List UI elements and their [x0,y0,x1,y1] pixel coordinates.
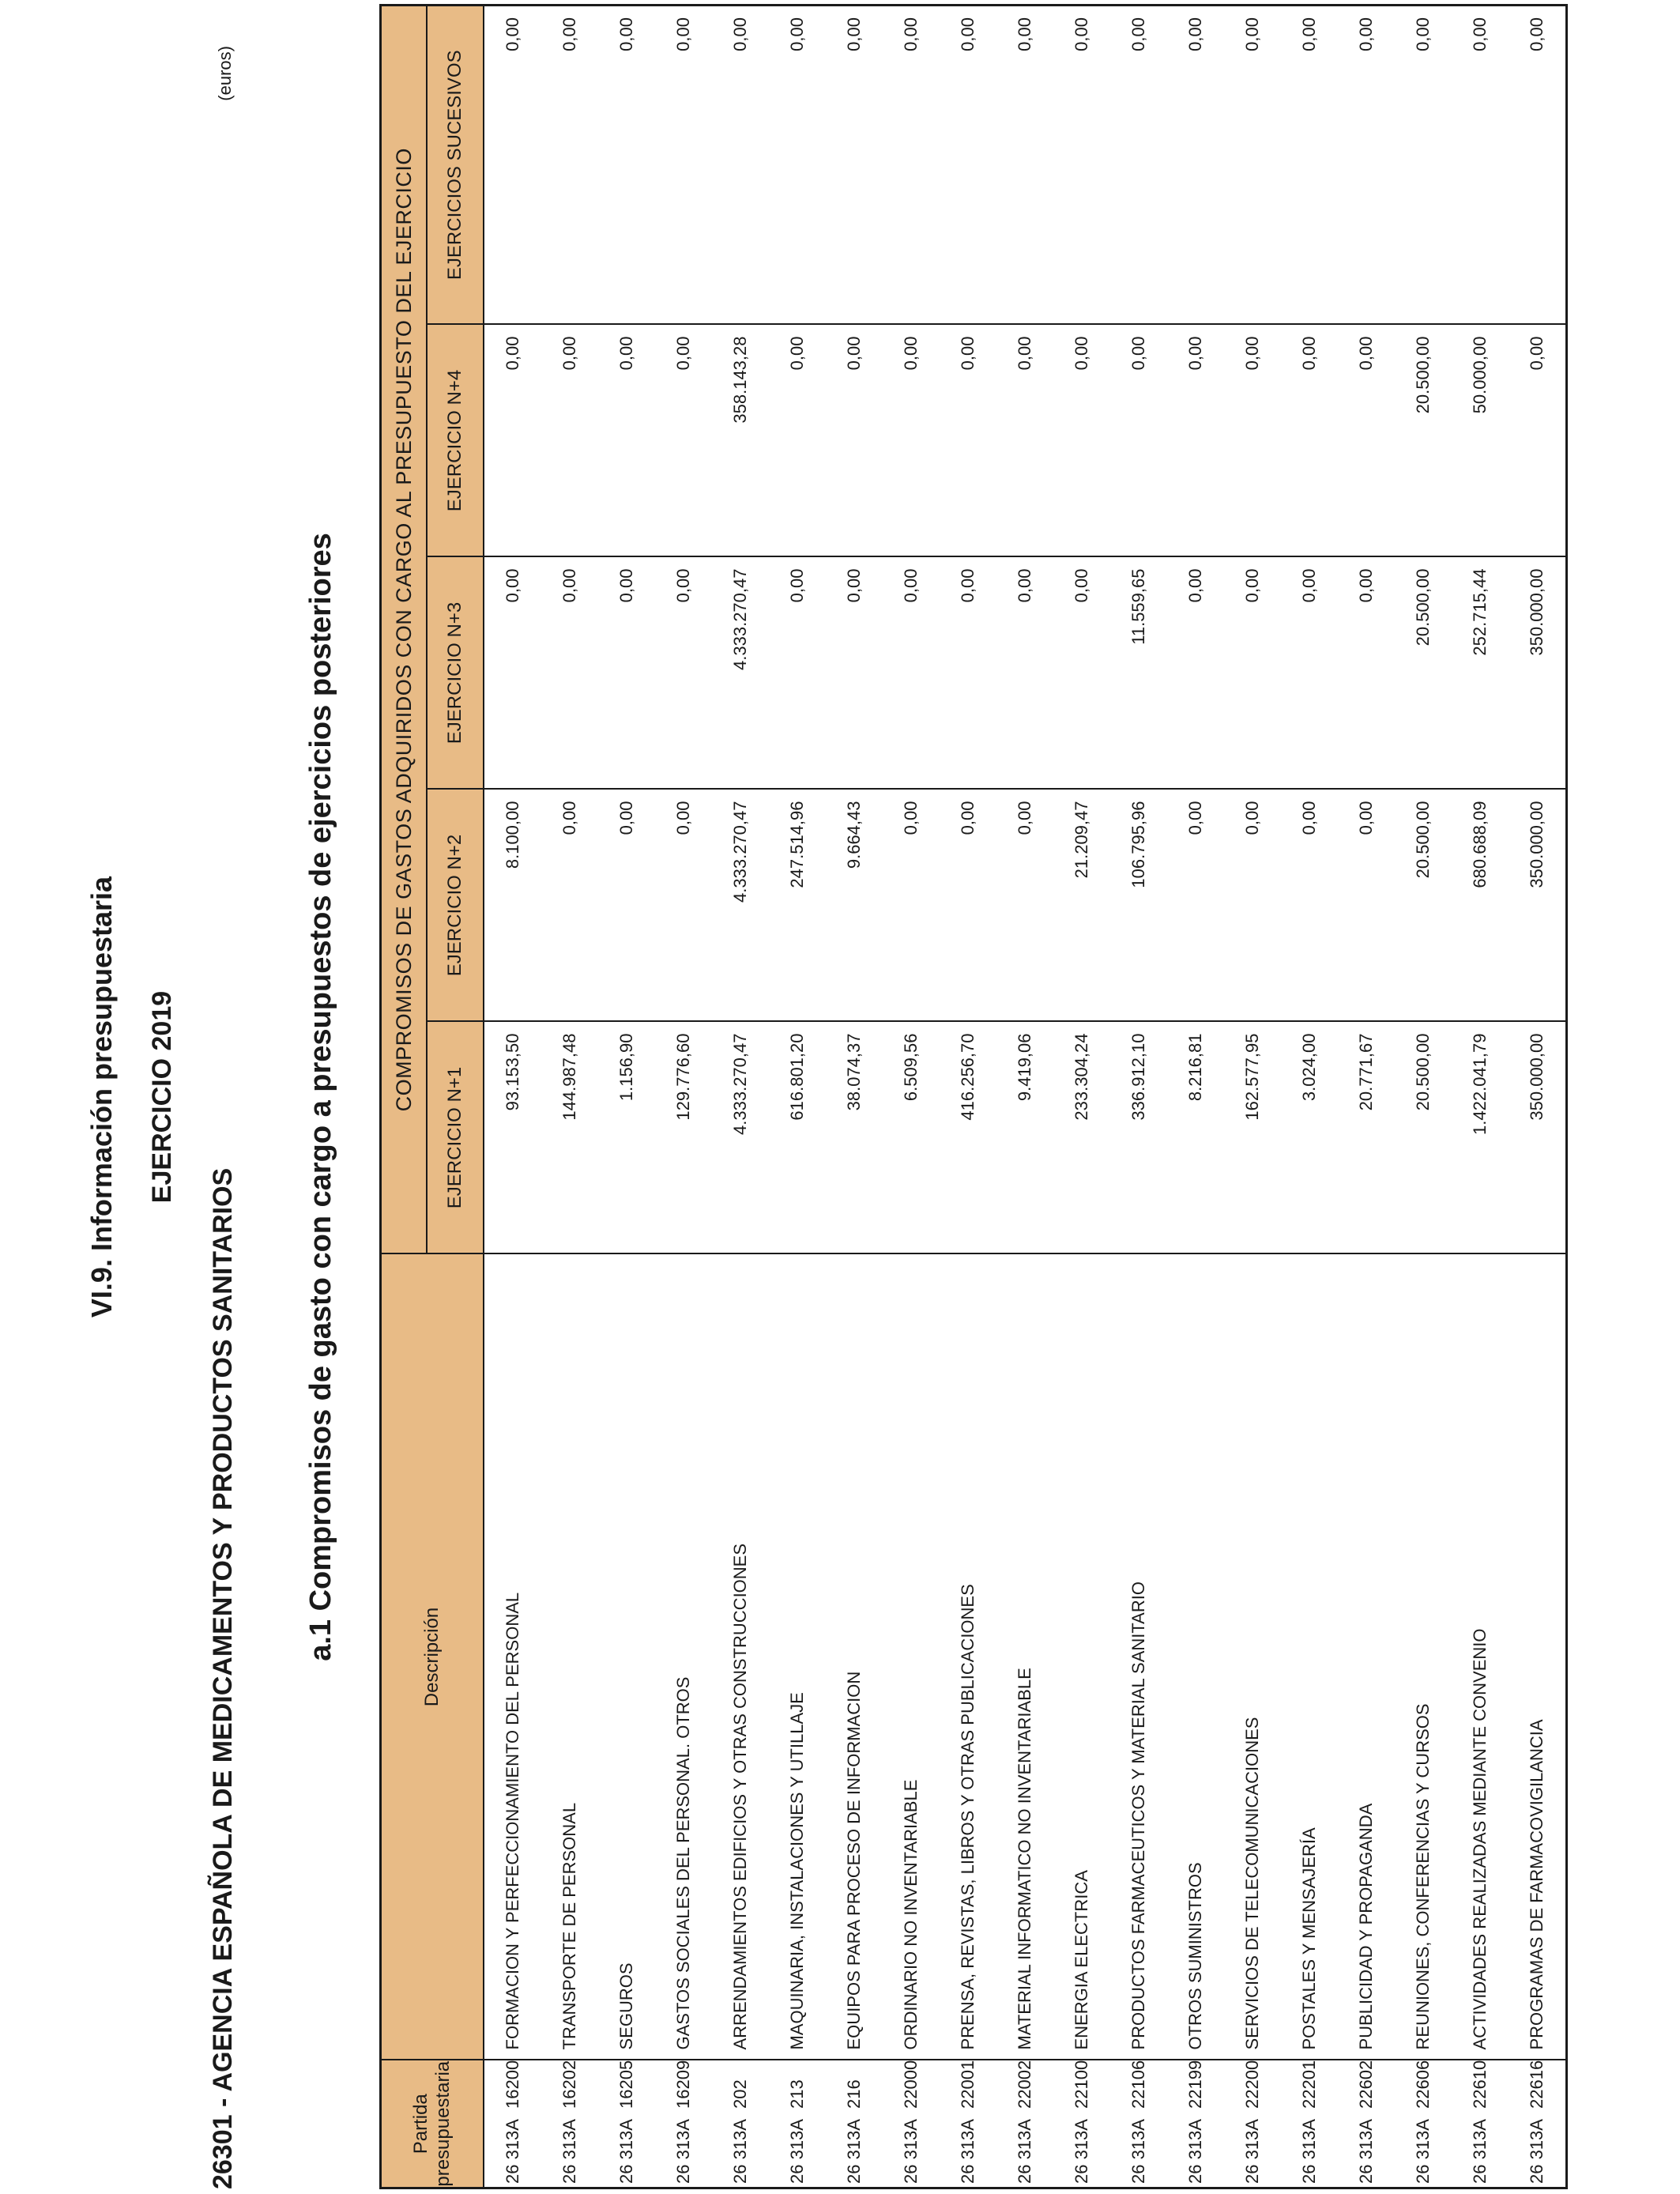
ejercicio-n2-cell: 9.664,43 [826,790,883,1022]
ejercicio-n1-cell: 350.000,00 [1509,1022,1567,1254]
ejercicios-sucesivos-cell: 0,00 [484,5,541,324]
description-cell: REUNIONES, CONFERENCIAS Y CURSOS [1395,1254,1452,2060]
program-code: 26 313A [844,2119,864,2184]
ejercicio-n1-cell: 20.771,67 [1338,1022,1395,1254]
description-cell: MAQUINARIA, INSTALACIONES Y UTILLAJE [769,1254,826,2060]
ejercicio-n3-cell: 11.559,65 [1110,557,1167,790]
ejercicio-n4-cell: 0,00 [541,325,598,557]
ejercicio-n3-cell: 0,00 [1053,557,1110,790]
ejercicios-sucesivos-cell: 0,00 [1053,5,1110,324]
table-row [1167,5,1224,2188]
ejercicio-n2-cell: 21.209,47 [1053,790,1110,1022]
program-code: 26 313A [503,2119,522,2184]
concept-code: 22002 [1015,2060,1034,2109]
concept-code: 16205 [616,2060,636,2109]
ejercicio-n4-cell: 0,00 [484,325,541,557]
ejercicio-n3-cell: 0,00 [1338,557,1395,790]
ejercicio-n2-cell: 20.500,00 [1395,790,1452,1022]
description-cell: PRENSA, REVISTAS, LIBROS Y OTRAS PUBLICACIONES [940,1254,996,2060]
partida-cell [1224,2060,1281,2188]
ejercicio-n4-cell: 0,00 [598,325,655,557]
concept-code: 16209 [673,2060,693,2109]
table-row [769,5,826,2188]
table-row [598,5,655,2188]
program-code: 26 313A [1299,2119,1319,2184]
concept-code: 22100 [1072,2060,1091,2109]
ejercicios-sucesivos-cell: 0,00 [1452,5,1509,324]
ejercicios-sucesivos-cell: 0,00 [1224,5,1281,324]
description-cell: PROGRAMAS DE FARMACOVIGILANCIA [1509,1254,1567,2060]
ejercicios-sucesivos-cell: 0,00 [598,5,655,324]
description-cell: ARRENDAMIENTOS EDIFICIOS Y OTRAS CONSTRUCCIONES [712,1254,769,2060]
ejercicios-sucesivos-cell: 0,00 [1110,5,1167,324]
program-code: 26 313A [559,2119,579,2184]
ejercicios-sucesivos-cell: 0,00 [769,5,826,324]
header-ejercicio-n3: EJERCICIO N+3 [427,557,484,790]
ejercicio-n2-cell: 4.333.270,47 [712,790,769,1022]
program-code: 26 313A [1527,2119,1546,2184]
partida-cell [1110,2060,1167,2188]
ejercicio-n2-cell: 0,00 [541,790,598,1022]
concept-code: 216 [844,2079,864,2109]
concept-code: 22199 [1185,2060,1205,2109]
ejercicio-n2-cell: 0,00 [940,790,996,1022]
partida-cell [1509,2060,1567,2188]
ejercicios-sucesivos-cell: 0,00 [1509,5,1567,324]
program-code: 26 313A [1185,2119,1205,2184]
ejercicio-n1-cell: 93.153,50 [484,1022,541,1254]
ejercicio-n3-cell: 0,00 [1281,557,1338,790]
ejercicio-n1-cell: 162.577,95 [1224,1022,1281,1254]
header-ejercicios-sucesivos: EJERCICIOS SUCESIVOS [427,5,484,324]
agency-name: 26301 - AGENCIA ESPAÑOLA DE MEDICAMENTOS Y PRODUCTOS SANITARIOS [208,1167,238,2189]
concept-code: 22001 [958,2060,977,2109]
ejercicio-n1-cell: 6.509,56 [883,1022,940,1254]
ejercicio-n3-cell: 0,00 [826,557,883,790]
ejercicio-n2-cell: 0,00 [883,790,940,1022]
partida-cell [940,2060,996,2188]
ejercicio-n3-cell: 0,00 [996,557,1053,790]
description-cell: GASTOS SOCIALES DEL PERSONAL. OTROS [655,1254,712,2060]
description-cell: MATERIAL INFORMATICO NO INVENTARIABLE [996,1254,1053,2060]
table-row [996,5,1053,2188]
partida-cell [1452,2060,1509,2188]
ejercicio-n1-cell: 38.074,37 [826,1022,883,1254]
table-subtitle: a.1 Compromisos de gasto con cargo a presupuestos de ejercicios posteriores [304,533,337,1661]
table-row [541,5,598,2188]
partida-cell [826,2060,883,2188]
ejercicio-n2-cell: 0,00 [1167,790,1224,1022]
description-cell: SEGUROS [598,1254,655,2060]
ejercicio-n4-cell: 20.500,00 [1395,325,1452,557]
program-code: 26 313A [1242,2119,1262,2184]
program-code: 26 313A [616,2119,636,2184]
program-code: 26 313A [1356,2119,1376,2184]
ejercicios-sucesivos-cell: 0,00 [712,5,769,324]
ejercicio-n1-cell: 416.256,70 [940,1022,996,1254]
ejercicio-n2-cell: 350.000,00 [1509,790,1567,1022]
description-cell: ACTIVIDADES REALIZADAS MEDIANTE CONVENIO [1452,1254,1509,2060]
table-row [883,5,940,2188]
partida-cell [1053,2060,1110,2188]
ejercicio-n3-cell: 4.333.270,47 [712,557,769,790]
description-cell: EQUIPOS PARA PROCESO DE INFORMACION [826,1254,883,2060]
header-ejercicio-n1: EJERCICIO N+1 [427,1022,484,1254]
ejercicio-n4-cell: 0,00 [1509,325,1567,557]
ejercicio-n3-cell: 252.715,44 [1452,557,1509,790]
description-cell: FORMACION Y PERFECCIONAMIENTO DEL PERSONAL [484,1254,541,2060]
concept-code: 16200 [503,2060,522,2109]
ejercicio-n2-cell: 0,00 [655,790,712,1022]
ejercicio-n3-cell: 0,00 [769,557,826,790]
ejercicio-n3-cell: 0,00 [883,557,940,790]
ejercicio-n1-cell: 3.024,00 [1281,1022,1338,1254]
ejercicio-n4-cell: 0,00 [1224,325,1281,557]
ejercicio-n1-cell: 20.500,00 [1395,1022,1452,1254]
ejercicio-n3-cell: 20.500,00 [1395,557,1452,790]
ejercicio-n3-cell: 0,00 [484,557,541,790]
program-code: 26 313A [730,2119,750,2184]
table-row [1224,5,1281,2188]
ejercicio-n2-cell: 106.795,96 [1110,790,1167,1022]
ejercicio-n4-cell: 0,00 [883,325,940,557]
ejercicio-n2-cell: 680.688,09 [1452,790,1509,1022]
ejercicio-n3-cell: 0,00 [541,557,598,790]
partida-cell [1395,2060,1452,2188]
partida-cell [1167,2060,1224,2188]
ejercicio-n4-cell: 0,00 [1167,325,1224,557]
units-label: (euros) [215,46,235,101]
ejercicio-n2-cell: 8.100,00 [484,790,541,1022]
partida-cell [1281,2060,1338,2188]
ejercicio-n4-cell: 0,00 [826,325,883,557]
concept-code: 22616 [1527,2060,1546,2109]
ejercicio-n3-cell: 0,00 [655,557,712,790]
description-cell: OTROS SUMINISTROS [1167,1254,1224,2060]
ejercicios-sucesivos-cell: 0,00 [883,5,940,324]
table-row [1053,5,1110,2188]
partida-cell [1338,2060,1395,2188]
description-cell: TRANSPORTE DE PERSONAL [541,1254,598,2060]
table-row [484,5,541,2188]
section-title: VI.9. Información presupuestaria [85,876,118,1318]
ejercicio-n4-cell: 0,00 [655,325,712,557]
partida-cell [883,2060,940,2188]
ejercicio-n4-cell: 0,00 [940,325,996,557]
ejercicio-n4-cell: 0,00 [996,325,1053,557]
ejercicio-n3-cell: 0,00 [1167,557,1224,790]
concept-code: 22201 [1299,2060,1319,2109]
ejercicios-sucesivos-cell: 0,00 [1395,5,1452,324]
ejercicio-n1-cell: 1.422.041,79 [1452,1022,1509,1254]
ejercicio-n4-cell: 50.000,00 [1452,325,1509,557]
fiscal-year: EJERCICIO 2019 [147,990,177,1204]
header-ejercicio-n4: EJERCICIO N+4 [427,325,484,557]
ejercicio-n4-cell: 358.143,28 [712,325,769,557]
description-cell: ENERGIA ELECTRICA [1053,1254,1110,2060]
ejercicios-sucesivos-cell: 0,00 [1281,5,1338,324]
concept-code: 22106 [1128,2060,1148,2109]
ejercicio-n1-cell: 4.333.270,47 [712,1022,769,1254]
program-code: 26 313A [673,2119,693,2184]
program-code: 26 313A [1470,2119,1490,2184]
table-row [1110,5,1167,2188]
ejercicios-sucesivos-cell: 0,00 [826,5,883,324]
program-code: 26 313A [1128,2119,1148,2184]
ejercicio-n1-cell: 8.216,81 [1167,1022,1224,1254]
concept-code: 16202 [559,2060,579,2109]
program-code: 26 313A [1072,2119,1091,2184]
concept-code: 22606 [1413,2060,1433,2109]
program-code: 26 313A [958,2119,977,2184]
ejercicio-n1-cell: 129.776,60 [655,1022,712,1254]
commitments-table [379,4,1568,2189]
ejercicio-n3-cell: 0,00 [598,557,655,790]
ejercicio-n4-cell: 0,00 [1053,325,1110,557]
ejercicio-n2-cell: 0,00 [996,790,1053,1022]
ejercicio-n3-cell: 0,00 [1224,557,1281,790]
concept-code: 22000 [901,2060,921,2109]
ejercicio-n2-cell: 0,00 [1338,790,1395,1022]
concept-code: 22602 [1356,2060,1376,2109]
ejercicio-n4-cell: 0,00 [1338,325,1395,557]
ejercicio-n3-cell: 350.000,00 [1509,557,1567,790]
ejercicio-n4-cell: 0,00 [769,325,826,557]
ejercicios-sucesivos-cell: 0,00 [940,5,996,324]
table-row [940,5,996,2188]
header-descripcion: Descripción [381,1254,484,2060]
ejercicios-sucesivos-cell: 0,00 [996,5,1053,324]
partida-cell [769,2060,826,2188]
table-row [1395,5,1452,2188]
ejercicios-sucesivos-cell: 0,00 [655,5,712,324]
table-row [712,5,769,2188]
ejercicios-sucesivos-cell: 0,00 [1338,5,1395,324]
description-cell: ORDINARIO NO INVENTARIABLE [883,1254,940,2060]
description-cell: POSTALES Y MENSAJERÍA [1281,1254,1338,2060]
ejercicio-n2-cell: 0,00 [1224,790,1281,1022]
ejercicio-n2-cell: 247.514,96 [769,790,826,1022]
ejercicio-n1-cell: 616.801,20 [769,1022,826,1254]
table-body [484,5,1567,2188]
table-row [655,5,712,2188]
concept-code: 202 [730,2079,750,2109]
table-row [1338,5,1395,2188]
ejercicio-n1-cell: 1.156,90 [598,1022,655,1254]
ejercicio-n2-cell: 0,00 [598,790,655,1022]
ejercicio-n4-cell: 0,00 [1110,325,1167,557]
partida-cell [655,2060,712,2188]
partida-cell [541,2060,598,2188]
ejercicios-sucesivos-cell: 0,00 [541,5,598,324]
description-cell: PUBLICIDAD Y PROPAGANDA [1338,1254,1395,2060]
description-cell: PRODUCTOS FARMACEUTICOS Y MATERIAL SANITARIO [1110,1254,1167,2060]
partida-cell [996,2060,1053,2188]
ejercicio-n1-cell: 233.304,24 [1053,1022,1110,1254]
header-group-compromisos: COMPROMISOS DE GASTOS ADQUIRIDOS CON CARGO AL PRESUPUESTO DEL EJERCICIO [381,5,428,1253]
ejercicio-n4-cell: 0,00 [1281,325,1338,557]
ejercicio-n2-cell: 0,00 [1281,790,1338,1022]
table-row [1509,5,1567,2188]
ejercicio-n1-cell: 336.912,10 [1110,1022,1167,1254]
table-row [826,5,883,2188]
description-cell: SERVICIOS DE TELECOMUNICACIONES [1224,1254,1281,2060]
header-ejercicio-n2: EJERCICIO N+2 [427,790,484,1022]
partida-cell [598,2060,655,2188]
program-code: 26 313A [901,2119,921,2184]
program-code: 26 313A [787,2119,807,2184]
partida-cell [712,2060,769,2188]
concept-code: 213 [787,2079,807,2109]
program-code: 26 313A [1413,2119,1433,2184]
table-row [1452,5,1509,2188]
ejercicio-n3-cell: 0,00 [940,557,996,790]
ejercicio-n1-cell: 144.987,48 [541,1022,598,1254]
partida-cell [484,2060,541,2188]
concept-code: 22610 [1470,2060,1490,2109]
ejercicios-sucesivos-cell: 0,00 [1167,5,1224,324]
program-code: 26 313A [1015,2119,1034,2184]
table-row [1281,5,1338,2188]
ejercicio-n1-cell: 9.419,06 [996,1022,1053,1254]
concept-code: 22200 [1242,2060,1262,2109]
header-partida: Partida presupuestaria [381,2060,484,2188]
